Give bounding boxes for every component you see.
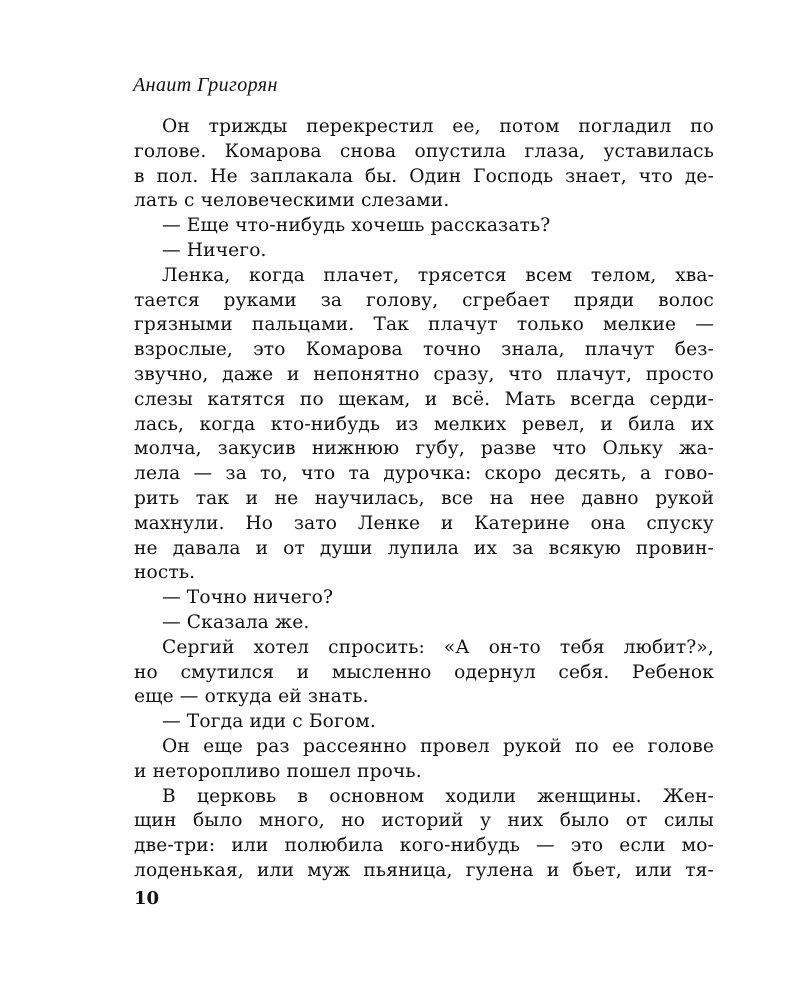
dialogue-line: — Точно ничего? xyxy=(162,587,334,609)
text-line: Он трижды перекрестил ее, потом погладил по xyxy=(162,116,714,137)
text-line: лась, когда кто-нибудь из мелких ревел, и била их xyxy=(134,413,714,435)
text-line: не давала и от души лупила их за всякую провин- xyxy=(134,537,714,559)
text-line: лела — за то, что та дурочка: скоро десять, а гово- xyxy=(134,463,714,485)
text-line: две-три: или полюбила кого-нибудь — это если мо- xyxy=(134,835,714,857)
dialogue-line: — Сказала же. xyxy=(162,611,310,633)
text-line: голове. Комарова снова опустила глаза, уставилась xyxy=(134,140,714,162)
text-line: В церковь в основном ходили женщины. Жен- xyxy=(162,785,714,807)
text-line: еще — откуда ей знать. xyxy=(134,686,369,708)
text-line: Ленка, когда плачет, трясется всем телом, хва- xyxy=(162,264,714,286)
dialogue-line: — Тогда иди с Богом. xyxy=(162,711,376,733)
running-header-author: Анаит Григорян xyxy=(133,74,278,96)
text-line: лать с человеческими слезами. xyxy=(134,190,450,212)
body-text xyxy=(134,115,714,884)
text-line: лоденькая, или муж пьяница, гулена и бьет, или тя- xyxy=(134,859,714,881)
text-line: махнули. Но зато Ленке и Катерине она спуску xyxy=(134,512,714,534)
text-line: тается руками за голову, сгребает пряди волос xyxy=(134,289,714,311)
text-line: звучно, даже и непонятно сразу, что плачут, просто xyxy=(134,363,714,385)
text-line: грязными пальцами. Так плачут только мелкие — xyxy=(134,314,714,336)
text-line: ность. xyxy=(134,562,196,584)
dialogue-line: — Ничего. xyxy=(162,239,267,261)
text-line: и неторопливо пошел прочь. xyxy=(134,760,422,782)
dialogue-line: — Еще что-нибудь хочешь рассказать? xyxy=(162,215,551,237)
text-line: слезы катятся по щекам, и всё. Мать всегда серди- xyxy=(134,388,714,410)
text-line: в пол. Не заплакала бы. Один Господь знает, что де- xyxy=(134,165,714,187)
text-line: рить так и не научилась, все на нее давно рукой xyxy=(134,487,714,509)
text-line: Сергий хотел спросить: «А он-то тебя любит?», xyxy=(162,636,714,658)
text-line: молча, закусив нижнюю губу, разве что Ольку жа- xyxy=(134,438,714,460)
page-number: 10 xyxy=(134,888,160,909)
text-line: взрослые, это Комарова точно знала, плачут без- xyxy=(134,339,714,361)
text-line: но смутился и мысленно одернул себя. Ребенок xyxy=(134,661,714,683)
text-line: щин было много, но историй у них было от силы xyxy=(134,810,714,832)
text-line: Он еще раз рассеянно провел рукой по ее голове xyxy=(162,735,714,757)
